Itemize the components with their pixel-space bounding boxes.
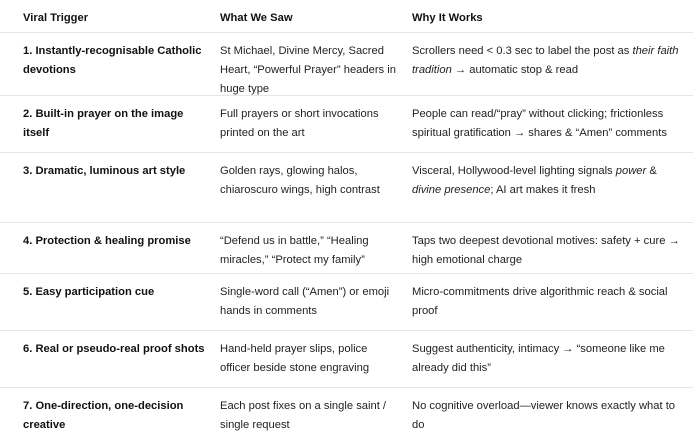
what-we-saw-cell: Full prayers or short invocations printed on the art — [220, 108, 379, 139]
what-we-saw-cell: “Defend us in battle,” “Healing miracles,” “Protect my family” — [220, 235, 369, 266]
trigger-cell: 4. Protection & healing promise — [23, 235, 191, 247]
trigger-cell: 7. One-direction, one-decision creative — [23, 400, 184, 431]
what-we-saw-cell: St Michael, Divine Mercy, Sacred Heart, “Powerful Prayer” headers in huge type — [220, 45, 396, 95]
why-it-works-cell: People can read/“pray” without clicking; frictionless spiritual gratification → shares & “Amen” comments — [412, 108, 667, 139]
why-it-works-cell: Suggest authenticity, intimacy → “someone like me already did this” — [412, 343, 665, 374]
why-emphasis: power — [615, 165, 647, 177]
trigger-cell: 1. Instantly-recognisable Catholic devotions — [23, 45, 202, 76]
table-row — [0, 33, 693, 96]
why-it-works-cell: Taps two deepest devotional motives: safety + cure → high emotional charge — [412, 235, 680, 266]
table-row — [0, 331, 693, 388]
trigger-cell: 3. Dramatic, luminous art style — [23, 165, 186, 177]
header-why-it-works: Why It Works — [412, 12, 483, 24]
table-row — [0, 96, 693, 153]
header-viral-trigger: Viral Trigger — [23, 12, 89, 24]
table-row — [0, 153, 693, 223]
why-text: & — [646, 165, 657, 177]
why-it-works-cell: Micro-commitments drive algorithmic reach & social proof — [412, 286, 668, 317]
why-text: Scrollers need < 0.3 sec to label the post as — [412, 45, 633, 57]
what-we-saw-cell: Golden rays, glowing halos, chiaroscuro wings, high contrast — [220, 165, 380, 196]
why-text: Visceral, Hollywood-level lighting signals — [412, 165, 616, 177]
why-it-works-cell — [412, 162, 693, 222]
what-we-saw-cell: Hand-held prayer slips, police officer beside stone engraving — [220, 343, 370, 374]
trigger-cell: 5. Easy participation cue — [23, 286, 155, 298]
table-row — [0, 388, 693, 448]
why-it-works-cell — [412, 42, 693, 95]
why-it-works-cell: No cognitive overload—viewer knows exactly what to do — [412, 400, 676, 431]
table-row — [0, 274, 693, 331]
trigger-cell: 2. Built-in prayer on the image itself — [23, 108, 184, 139]
header-what-we-saw: What We Saw — [220, 12, 293, 24]
trigger-cell: 6. Real or pseudo-real proof shots — [23, 343, 205, 355]
what-we-saw-cell: Each post fixes on a single saint / single request — [220, 400, 387, 431]
why-emphasis: their faith tradition — [412, 45, 679, 76]
why-emphasis: divine presence — [412, 184, 491, 196]
what-we-saw-cell: Single-word call (“Amen”) or emoji hands in comments — [220, 286, 390, 317]
why-text: → automatic stop & read — [451, 64, 579, 76]
table-row — [0, 223, 693, 274]
why-text: ; AI art makes it fresh — [490, 184, 596, 196]
table-header-row — [0, 0, 693, 33]
